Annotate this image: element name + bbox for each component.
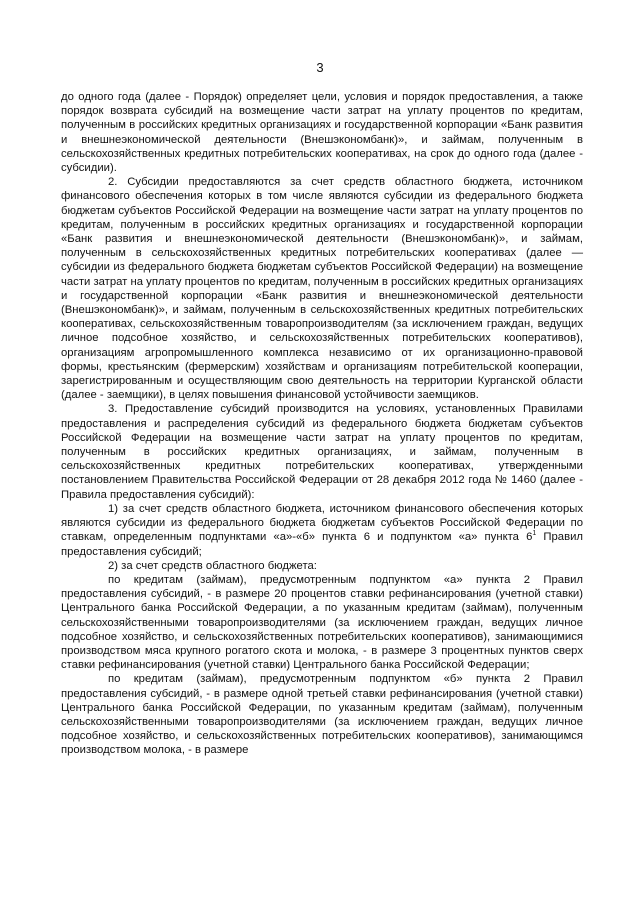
paragraph-subitem-2: 2) за счет средств областного бюджета:	[108, 559, 317, 572]
subitem-1-text: 1) за счет средств областного бюджета, источником финансового обеспечения которых являются субсидии из федерального бюджета бюджетам субъектов Российской Федерации по ставкам, определенным подпунктами «а»-«б» пункта 6 и подпунктом «а» пункта 6	[61, 502, 583, 544]
paragraph-item-3: 3. Предоставление субсидий производится на условиях, установленных Правилами предоставления и распределения субсидий из федерального бюджета бюджетам субъектов Российской Федерации на возмещение части затрат на уплату процентов по кредитам, полученным в российских кредитных организациях, и займам, полученным в сельскохозяйственных кредитных потребительских кооперативах, утвержденными постановлением Правительства Российской Федерации от 28 декабря 2012 года № 1460 (далее - Правила предоставления субсидий):	[61, 403, 583, 501]
paragraph-item-2: 2. Субсидии предоставляются за счет средств областного бюджета, источником финансового обеспечения которых в том числе являются субсидии из федерального бюджета бюджетам субъектов Российской Федерации на возмещение части затрат на уплату процентов по кредитам, полученным в российских кредитных организациях и государственной корпорации «Банк развития и внешнеэкономической деятельности (Внешэкономбанк)», и займам, полученным в сельскохозяйственных кредитных потребительских кооперативах (далее — субсидии из федерального бюджета бюджетам субъектов Российской Федерации) на возмещение части затрат на уплату процентов по кредитам, полученным в российских кредитных организациях и государственной корпорации «Банк развития и внешнеэкономической деятельности (Внешэкономбанк)», и займам, полученным в сельскохозяйственных кредитных потребительских кооперативах, сельскохозяйственным товаропроизводителям (за исключением граждан, ведущих личное подсобное хозяйство, и сельскохозяйственных потребительских кооперативов), организациям агропромышленного комплекса независимо от их организационно-правовой формы, крестьянским (фермерским) хозяйствам и организациям потребительской кооперации, зарегистрированным и осуществляющим свою деятельность на территории Курганской области (далее - заемщики), в целях повышения финансовой устойчивости заемщиков.	[61, 176, 583, 402]
document-body	[61, 90, 583, 758]
page-number: 3	[316, 60, 324, 75]
paragraph-subitem-1	[61, 502, 583, 559]
paragraph-continuation: до одного года (далее - Порядок) определяет цели, условия и порядок предоставления, а также порядок возврата субсидий на возмещение части затрат на уплату процентов по кредитам, полученным в российских кредитных организациях и государственной корпорации «Банк развития и внешнеэкономической деятельности (Внешэкономбанк)», и займам, полученным в сельскохозяйственных кредитных потребительских кооперативах, на срок до одного года (далее - субсидии).	[61, 91, 583, 175]
superscript-index: 1	[532, 530, 537, 538]
paragraph-credit-a: по кредитам (займам), предусмотренным подпунктом «а» пункта 2 Правил предоставления субсидий, - в размере 20 процентов ставки рефинансирования (учетной ставки) Центрального банка Российской Федерации, а по указанным кредитам (займам), полученным сельскохозяйственными товаропроизводителями (за исключением граждан, ведущих личное подсобное хозяйство, и сельскохозяйственных потребительских кооперативов), занимающимися производством мяса крупного рогатого скота и молока, - в размере 3 процентных пунктов сверх ставки рефинансирования (учетной ставки) Центрального банка Российской Федерации;	[61, 573, 583, 672]
paragraph-credit-b: по кредитам (займам), предусмотренным подпунктом «б» пункта 2 Правил предоставления субсидий, - в размере одной третьей ставки рефинансирования (учетной ставки) Центрального банка Российской Федерации, по указанным кредитам (займам), полученным сельскохозяйственными товаропроизводителями (за исключением граждан, ведущих личное подсобное хозяйство, и сельскохозяйственных потребительских кооперативов), занимающимся производством молока, - в размере	[61, 673, 583, 757]
subitem-1-text-end: Правил предоставления субсидий;	[61, 531, 583, 558]
